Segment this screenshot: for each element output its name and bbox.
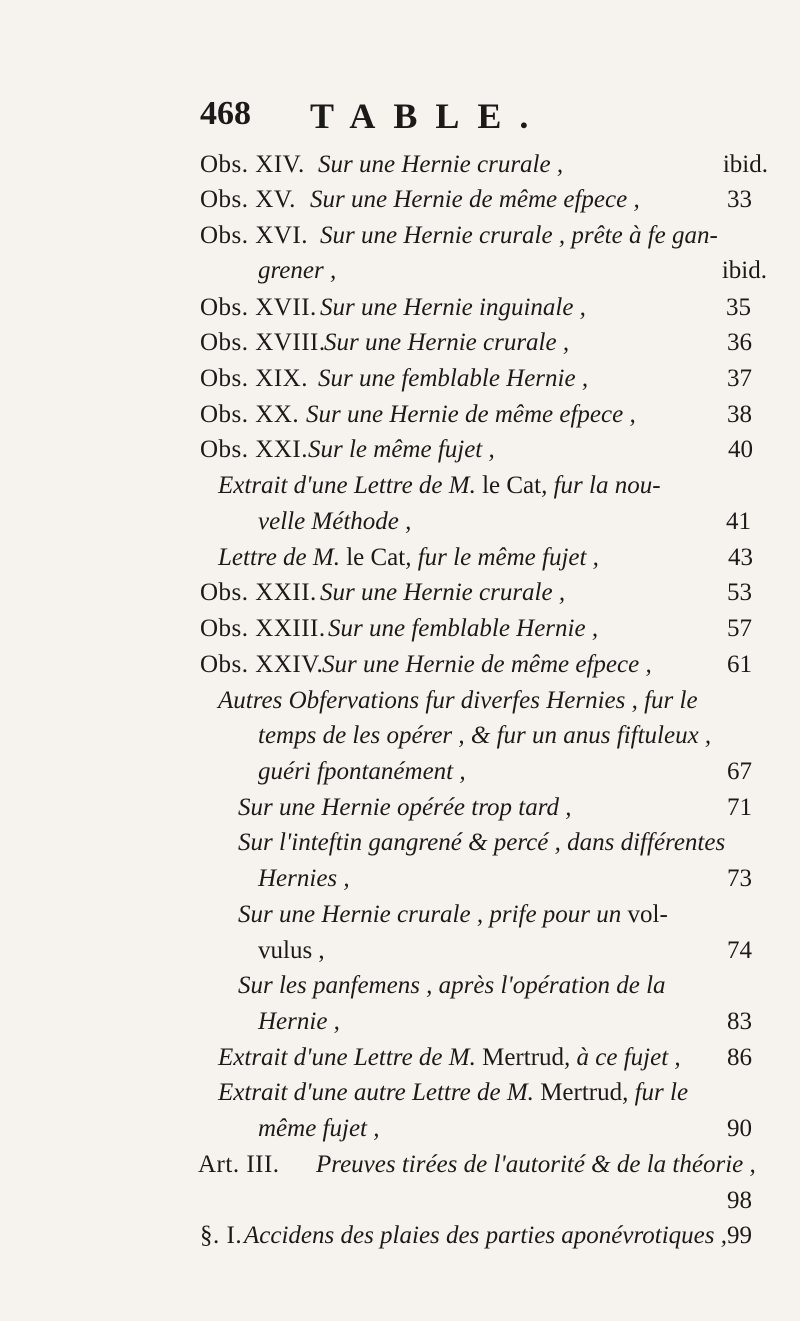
toc-entry xyxy=(0,217,800,255)
entry-text xyxy=(238,896,668,934)
entry-label: §. I. xyxy=(200,1222,243,1249)
entry-page: 86 xyxy=(727,1044,752,1071)
toc-entry xyxy=(0,574,800,612)
toc-entry xyxy=(0,1182,800,1220)
toc-entry xyxy=(0,252,800,290)
entry-page: 41 xyxy=(726,508,751,535)
entry-text: Autres Obfervations fur diverfes Hernies , fur le xyxy=(218,687,698,714)
entry-text-part: , fur le xyxy=(622,1079,689,1106)
entry-page: ibid. xyxy=(721,257,767,284)
toc-entry xyxy=(0,789,800,827)
entry-text xyxy=(218,539,599,577)
entry-text-part: Extrait d'une autre Lettre de M. xyxy=(218,1079,534,1106)
toc-entry xyxy=(0,932,800,970)
toc-entry xyxy=(0,1110,800,1148)
entry-page: 40 xyxy=(728,436,753,463)
entry-text-roman: le Cat xyxy=(346,544,406,571)
entry-page: 36 xyxy=(727,329,752,356)
entry-page: 43 xyxy=(728,544,753,571)
entry-text xyxy=(218,467,661,505)
toc-entry xyxy=(0,1039,800,1077)
entry-text: Sur une Hernie de même efpece , xyxy=(306,401,636,428)
entry-text: velle Méthode , xyxy=(258,508,412,535)
entry-page: 74 xyxy=(727,937,752,964)
entry-label: Obs. XXII. xyxy=(200,579,317,606)
entry-text: vulus , xyxy=(258,937,325,964)
entry-text-part: , à ce fujet , xyxy=(564,1044,681,1071)
entry-text xyxy=(218,1074,688,1112)
toc-entry xyxy=(0,181,800,219)
toc-entry xyxy=(0,539,800,577)
entry-page: 61 xyxy=(727,651,752,678)
entry-text-roman: vol- xyxy=(627,901,668,928)
entry-text-part: Sur une Hernie crurale , prife pour un xyxy=(238,901,622,928)
toc-entry xyxy=(0,1146,800,1184)
entry-page: 98 xyxy=(727,1187,752,1214)
entry-text xyxy=(218,1039,681,1077)
entry-text: Sur une Hernie crurale , xyxy=(324,329,570,356)
entry-text: Sur une Hernie opérée trop tard , xyxy=(238,794,572,821)
page-number: 468 xyxy=(200,95,251,132)
entry-label: Obs. XVIII. xyxy=(200,329,326,356)
entry-text: Hernies , xyxy=(258,865,350,892)
entry-page: 53 xyxy=(727,579,752,606)
entry-label: Obs. XX. xyxy=(200,401,300,428)
toc-entry xyxy=(0,860,800,898)
entry-text: Sur une Hernie inguinale , xyxy=(320,294,586,321)
entry-page: 35 xyxy=(726,294,751,321)
entry-text: Hernie , xyxy=(258,1008,340,1035)
page-title: TABLE. xyxy=(310,96,547,136)
toc-entry xyxy=(0,753,800,791)
toc-entry xyxy=(0,431,800,469)
entry-text: même fujet , xyxy=(258,1115,380,1142)
entry-label: Obs. XXIII. xyxy=(200,615,326,642)
entry-text: Sur une Hernie crurale , xyxy=(320,579,566,606)
toc-entry xyxy=(0,1074,800,1112)
entry-page: 73 xyxy=(727,865,752,892)
entry-page: 38 xyxy=(727,401,752,428)
entry-text: Accidens des plaies des parties aponévrotiques , xyxy=(244,1222,728,1249)
entry-text-part: Extrait d'une Lettre de M. xyxy=(218,472,476,499)
page-header xyxy=(200,95,760,141)
toc-entry xyxy=(0,467,800,505)
entry-text: Sur les panfemens , après l'opération de la xyxy=(238,972,666,999)
entry-text: Sur une femblable Hernie , xyxy=(328,615,599,642)
entry-page: 90 xyxy=(727,1115,752,1142)
toc-entry xyxy=(0,610,800,648)
toc-entry xyxy=(0,503,800,541)
entry-text: temps de les opérer , & fur un anus fiftuleux , xyxy=(258,722,712,749)
entry-text: guéri fpontanément , xyxy=(258,758,466,785)
entry-text-part: , fur la nou- xyxy=(541,472,661,499)
toc-entry xyxy=(0,1003,800,1041)
entry-text-part: Lettre de M. xyxy=(218,544,340,571)
entry-page: 71 xyxy=(727,794,752,821)
toc-entry xyxy=(0,646,800,684)
toc-entry xyxy=(0,289,800,327)
entry-page: ibid. xyxy=(722,151,768,178)
toc-entry xyxy=(0,967,800,1005)
entry-page: 33 xyxy=(727,186,752,213)
entry-text: Preuves tirées de l'autorité & de la théorie , xyxy=(316,1151,756,1178)
entry-text: Sur une Hernie de même efpece , xyxy=(310,186,640,213)
entry-text-roman: Mertrud xyxy=(540,1079,623,1106)
entry-text: Sur une Hernie de même efpece , xyxy=(322,651,652,678)
entry-label: Art. III. xyxy=(198,1151,280,1178)
entry-text: Sur l'inteftin gangrené & percé , dans différentes xyxy=(238,829,726,856)
toc-entry xyxy=(0,396,800,434)
entry-page: 67 xyxy=(727,758,752,785)
entry-text: Sur une femblable Hernie , xyxy=(318,365,589,392)
entry-text: Sur une Hernie crurale , prête à fe gan- xyxy=(320,222,718,249)
entry-label: Obs. XV. xyxy=(200,186,296,213)
entry-text-roman: Mertrud xyxy=(482,1044,565,1071)
entry-text: Sur le même fujet , xyxy=(308,436,495,463)
entry-label: Obs. XIV. xyxy=(200,151,305,178)
toc-entry xyxy=(0,896,800,934)
entry-label: Obs. XVII. xyxy=(200,294,317,321)
toc-entry xyxy=(0,824,800,862)
toc-entry xyxy=(0,146,800,184)
entry-text: grener , xyxy=(258,257,337,284)
toc-entry xyxy=(0,717,800,755)
entry-label: Obs. XXIV. xyxy=(200,651,324,678)
entry-label: Obs. XXI. xyxy=(200,436,308,463)
entry-page: 83 xyxy=(727,1008,752,1035)
entry-text-part: , fur le même fujet , xyxy=(405,544,599,571)
toc-entry xyxy=(0,324,800,362)
entry-text-part: Extrait d'une Lettre de M. xyxy=(218,1044,476,1071)
entry-label: Obs. XVI. xyxy=(200,222,308,249)
entry-page: 57 xyxy=(727,615,752,642)
toc-entry xyxy=(0,1217,800,1255)
toc-entry xyxy=(0,360,800,398)
entry-label: Obs. XIX. xyxy=(200,365,308,392)
entry-page: 37 xyxy=(727,365,752,392)
entry-page: 99 xyxy=(727,1222,752,1249)
entry-text-roman: le Cat xyxy=(482,472,542,499)
toc-entry xyxy=(0,682,800,720)
entry-text: Sur une Hernie crurale , xyxy=(318,151,564,178)
